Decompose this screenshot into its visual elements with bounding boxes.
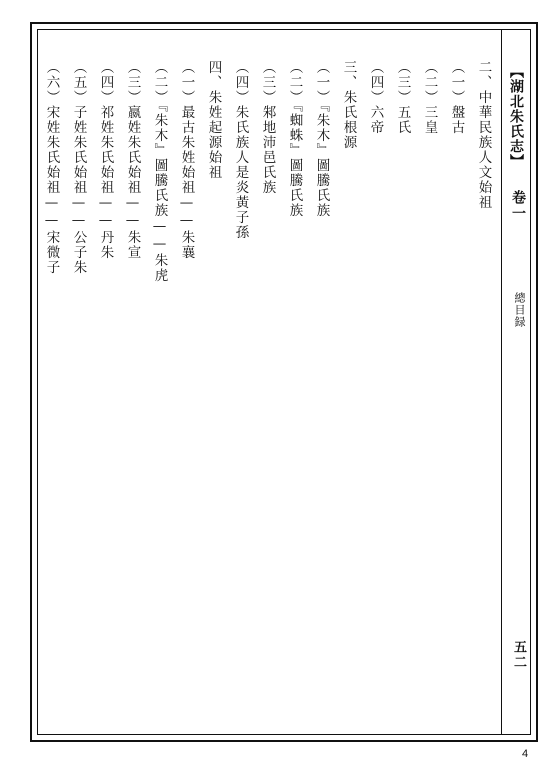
item-zhumu-totem: （一）『朱木』圖騰氏族 bbox=[313, 60, 330, 219]
heading-4-origins: 四、朱姓起源始祖 bbox=[205, 60, 222, 180]
item-zhu-xuan: （三）嬴姓朱氏始祖——朱宣 bbox=[124, 60, 141, 260]
item-spider-totem: （二）『蜘蛛』圖騰氏族 bbox=[286, 60, 303, 219]
item-zhu-territory: （三）邾地沛邑氏族 bbox=[259, 60, 276, 195]
heading-3-roots: 三、朱氏根源 bbox=[340, 60, 357, 150]
section-label: 總目録 bbox=[513, 292, 526, 328]
item-five-clans: （三）五氏 bbox=[394, 60, 411, 135]
scan-page-number: 4 bbox=[522, 748, 529, 760]
item-pangu: （一）盤古 bbox=[448, 60, 465, 135]
item-zhu-hu: （二）『朱木』圖騰氏族——朱虎 bbox=[151, 60, 168, 284]
item-six-emperors: （四）六帝 bbox=[367, 60, 384, 135]
item-dan-zhu: （四）祁姓朱氏始祖——丹朱 bbox=[97, 60, 114, 260]
heading-2-ancestors: 二、中華民族人文始祖 bbox=[475, 60, 492, 210]
margin-divider bbox=[501, 29, 502, 735]
book-title: 【湖北朱氏志】 bbox=[508, 64, 524, 169]
volume-label: 卷一 bbox=[510, 190, 526, 222]
item-song-weizi: （六）宋姓朱氏始祖——宋微子 bbox=[43, 60, 60, 275]
item-gongzi-zhu: （五）子姓朱氏始祖——公子朱 bbox=[70, 60, 87, 275]
page-number: 五二 bbox=[511, 640, 526, 670]
item-yanhuang-descendants: （四）朱氏族人是炎黃子孫 bbox=[232, 60, 249, 240]
item-three-sovereigns: （二）三皇 bbox=[421, 60, 438, 135]
item-zhu-xiang: （一）最古朱姓始祖——朱襄 bbox=[178, 60, 195, 260]
